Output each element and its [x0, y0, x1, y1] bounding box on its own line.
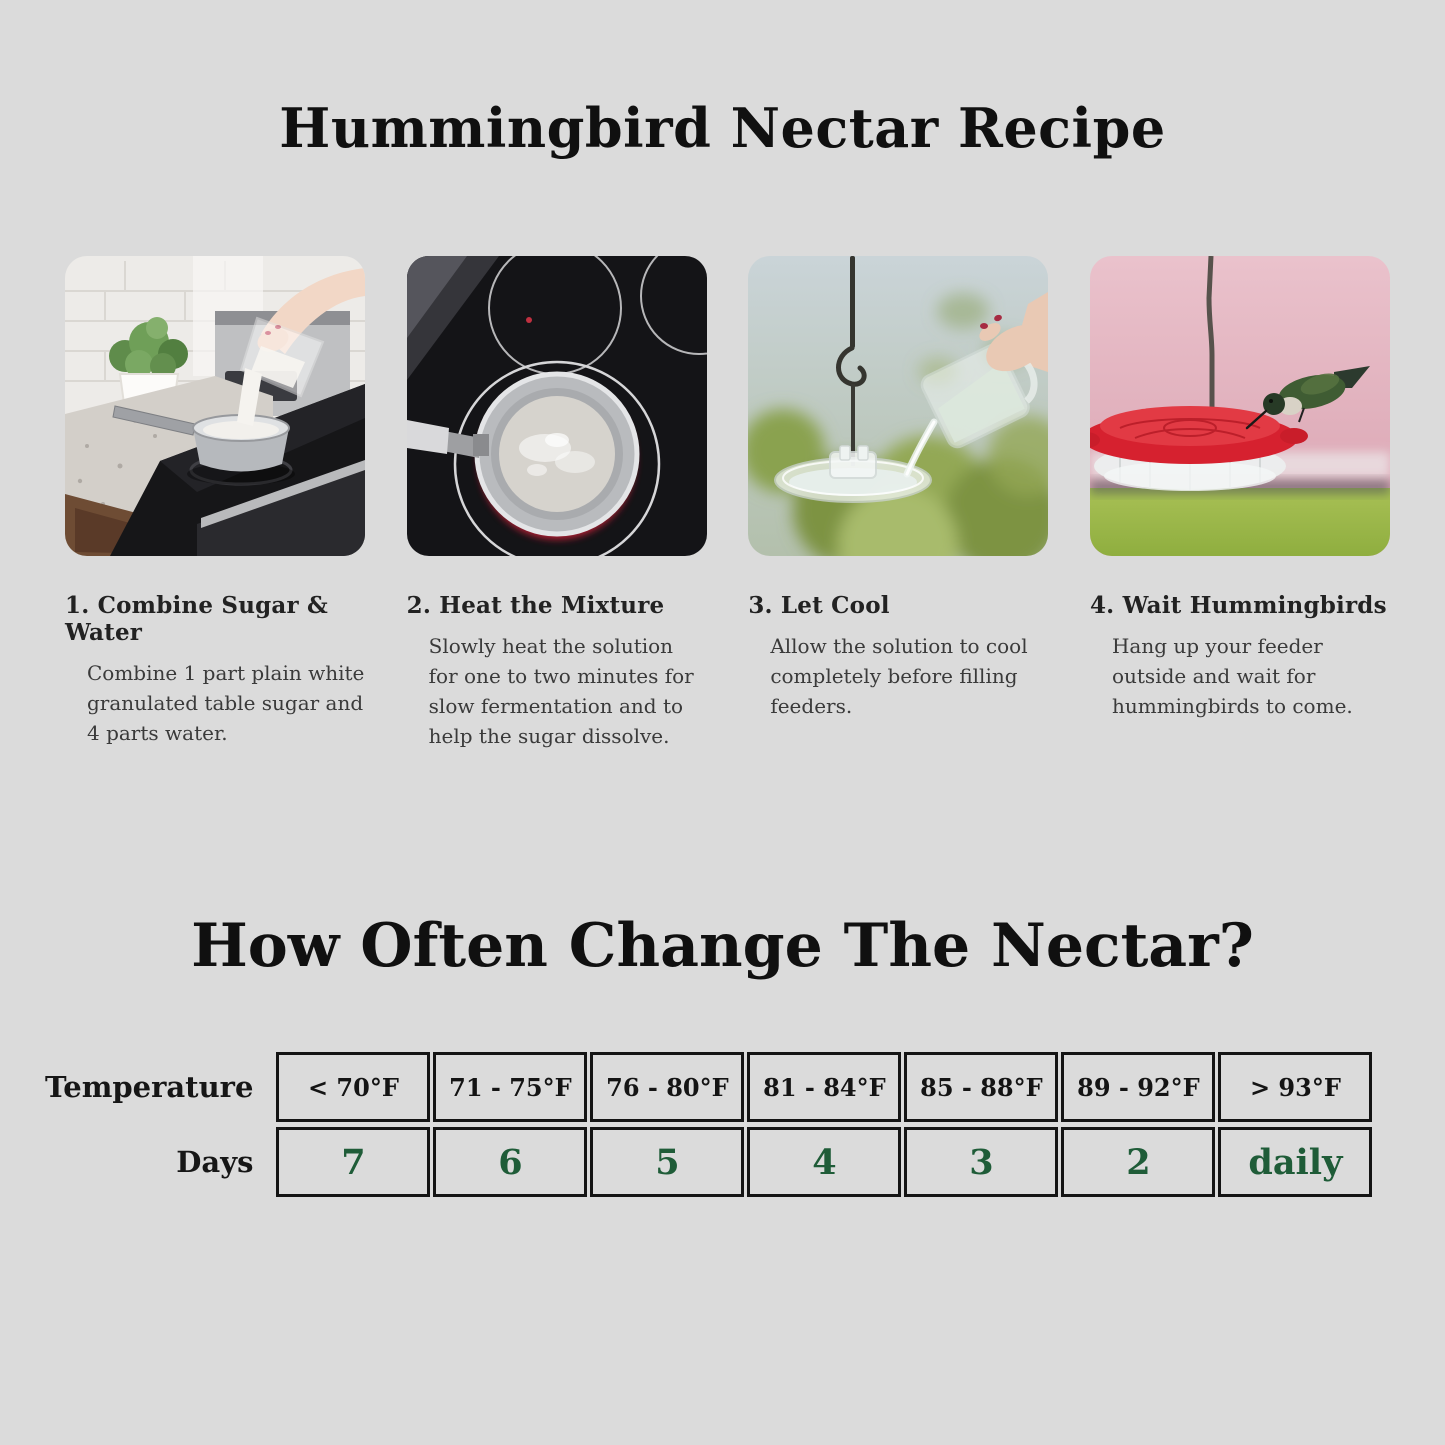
- day-cell-7: daily: [1218, 1127, 1372, 1197]
- temp-cell-4: 81 - 84°F: [747, 1052, 901, 1122]
- step-1-body: Combine 1 part plain white granulated table sugar and 4 parts water.: [87, 661, 365, 745]
- step-2-heading: 2. Heat the Mixture: [406, 592, 665, 619]
- temp-cell-7: > 93°F: [1218, 1052, 1372, 1122]
- step-3-heading: 3. Let Cool: [748, 592, 890, 619]
- day-cell-4: 4: [747, 1127, 901, 1197]
- recipe-steps-row: [0, 256, 1445, 751]
- temp-cell-6: 89 - 92°F: [1061, 1052, 1215, 1122]
- step-2: [407, 256, 707, 751]
- temp-cell-1: < 70°F: [276, 1052, 430, 1122]
- temp-cell-2: 71 - 75°F: [433, 1052, 587, 1122]
- temp-cell-5: 85 - 88°F: [904, 1052, 1058, 1122]
- page-title: Hummingbird Nectar Recipe: [279, 96, 1166, 160]
- step-4-body: Hang up your feeder outside and wait for hummingbirds to come.: [1111, 634, 1353, 718]
- day-cell-1: 7: [276, 1127, 430, 1197]
- step-4-heading: 4. Wait Hummingbirds: [1089, 592, 1387, 619]
- day-cell-6: 2: [1061, 1127, 1215, 1197]
- nectar-change-title: How Often Change The Nectar?: [191, 911, 1254, 981]
- days-row: [45, 1127, 1372, 1197]
- nectar-change-table: [42, 1047, 1375, 1202]
- pour-solution-into-feeder-photo: [748, 256, 1048, 556]
- temp-cell-3: 76 - 80°F: [590, 1052, 744, 1122]
- step-1-heading: 1. Combine Sugar & Water: [65, 592, 328, 646]
- temperature-row-label: Temperature: [45, 1070, 254, 1104]
- step-4: [1090, 256, 1390, 751]
- step-3: [748, 256, 1048, 751]
- step-2-body: Slowly heat the solution for one to two minutes for slow fermentation and to help the sugar dissolve.: [428, 634, 694, 748]
- temperature-row: [45, 1052, 1372, 1122]
- pour-sugar-into-saucepan-photo: [65, 256, 365, 556]
- step-3-body: Allow the solution to cool completely before filling feeders.: [770, 634, 1028, 718]
- day-cell-5: 3: [904, 1127, 1058, 1197]
- boiling-saucepan-on-stove-photo: [407, 256, 707, 556]
- step-1: [65, 256, 365, 751]
- day-cell-2: 6: [433, 1127, 587, 1197]
- day-cell-3: 5: [590, 1127, 744, 1197]
- days-row-label: Days: [176, 1145, 254, 1179]
- hummingbird-at-red-feeder-photo: [1090, 256, 1390, 556]
